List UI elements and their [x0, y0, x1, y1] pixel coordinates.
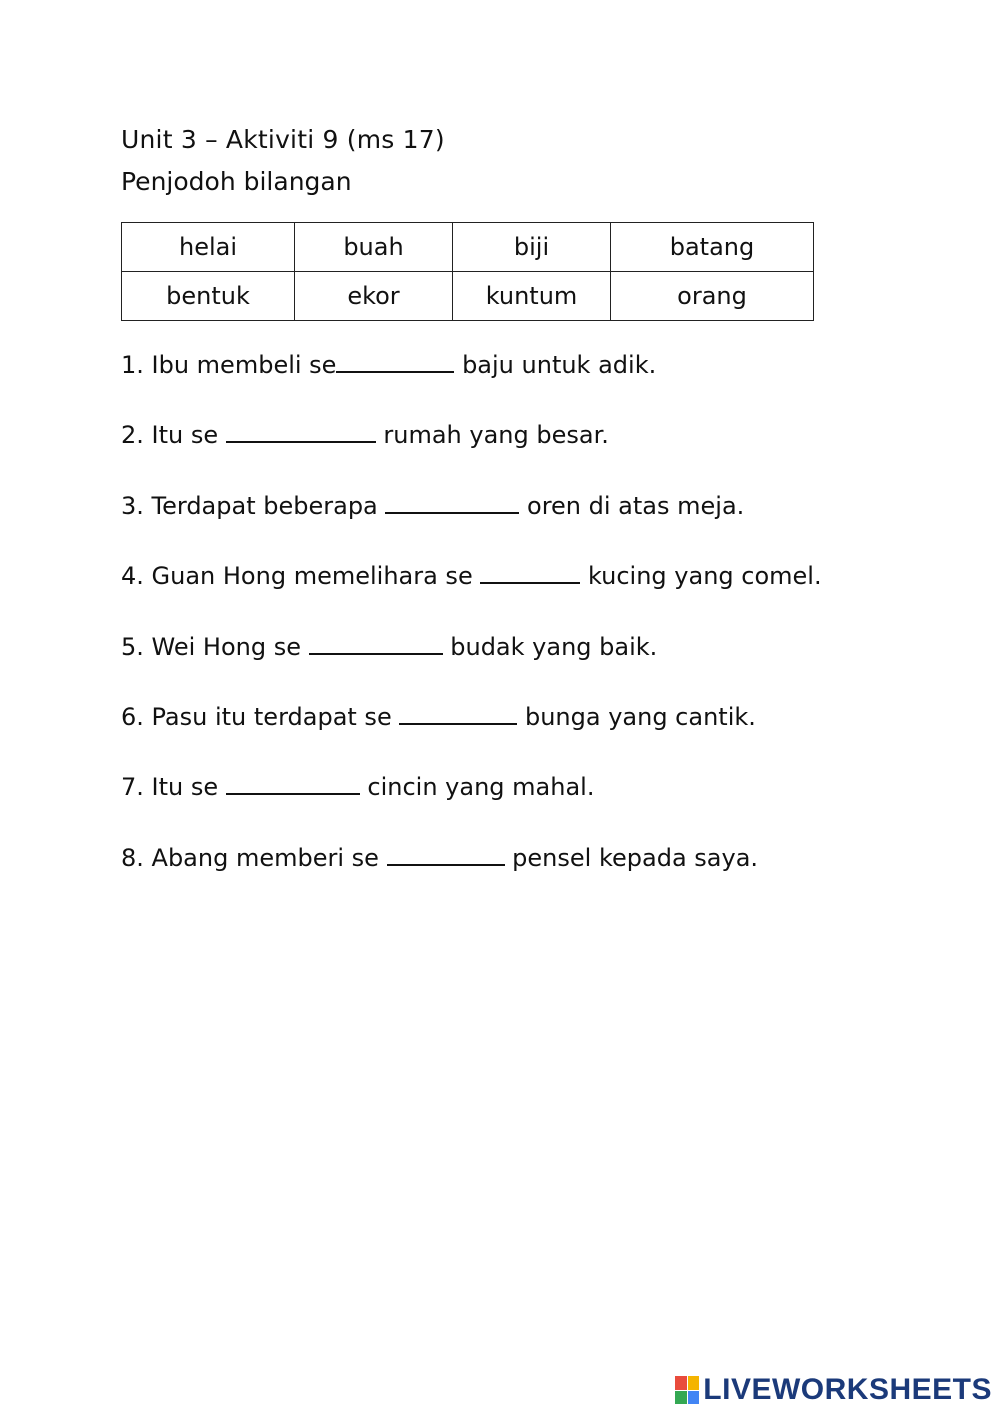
- question-text: bunga yang cantik.: [517, 702, 756, 731]
- question-text: oren di atas meja.: [519, 491, 745, 520]
- word-bank-cell: buah: [295, 223, 453, 272]
- question-list: [121, 348, 822, 911]
- question-7: [121, 770, 822, 804]
- logo-text: LIVEWORKSHEETS: [703, 1373, 992, 1406]
- question-text: 2. Itu se: [121, 421, 226, 450]
- question-3: [121, 489, 822, 523]
- question-text: cincin yang mahal.: [359, 773, 595, 802]
- question-text: 5. Wei Hong se: [121, 632, 309, 661]
- question-5: [121, 630, 822, 664]
- liveworksheets-logo[interactable]: [675, 1373, 992, 1407]
- question-text: kucing yang comel.: [580, 562, 822, 591]
- answer-blank[interactable]: [336, 349, 454, 373]
- word-bank-cell: helai: [122, 223, 295, 272]
- question-text: 1. Ibu membeli se: [121, 351, 337, 379]
- question-1: [121, 348, 822, 382]
- answer-blank[interactable]: [387, 842, 505, 866]
- question-text: pensel kepada saya.: [504, 843, 759, 872]
- question-text: 7. Itu se: [121, 773, 226, 802]
- word-bank-cell: bentuk: [122, 272, 295, 321]
- word-bank-cell: kuntum: [453, 272, 611, 321]
- question-text: 6. Pasu itu terdapat se: [121, 702, 400, 731]
- answer-blank[interactable]: [480, 560, 580, 584]
- word-bank-row: [122, 272, 814, 321]
- word-bank-cell: ekor: [295, 272, 453, 321]
- answer-blank[interactable]: [385, 490, 519, 514]
- question-text: baju untuk adik.: [454, 351, 657, 379]
- question-text: 4. Guan Hong memelihara se: [121, 562, 481, 591]
- word-bank-table: [121, 222, 814, 321]
- word-bank-row: [122, 223, 814, 272]
- answer-blank[interactable]: [309, 631, 443, 655]
- question-text: budak yang baik.: [442, 632, 658, 661]
- answer-blank[interactable]: [226, 771, 360, 795]
- question-4: [121, 559, 822, 593]
- question-2: [121, 418, 822, 452]
- answer-blank[interactable]: [399, 701, 517, 725]
- question-text: 3. Terdapat beberapa: [121, 491, 386, 520]
- word-bank-cell: batang: [611, 223, 814, 272]
- word-bank-cell: biji: [453, 223, 611, 272]
- question-6: [121, 700, 822, 734]
- answer-blank[interactable]: [226, 419, 376, 443]
- question-text: rumah yang besar.: [375, 421, 609, 450]
- liveworksheets-logo-icon: [675, 1376, 699, 1404]
- page-subtitle: Penjodoh bilangan: [121, 167, 352, 196]
- word-bank-cell: orang: [611, 272, 814, 321]
- page-title: Unit 3 – Aktiviti 9 (ms 17): [121, 125, 445, 154]
- question-text: 8. Abang memberi se: [121, 843, 387, 872]
- question-8: [121, 841, 822, 875]
